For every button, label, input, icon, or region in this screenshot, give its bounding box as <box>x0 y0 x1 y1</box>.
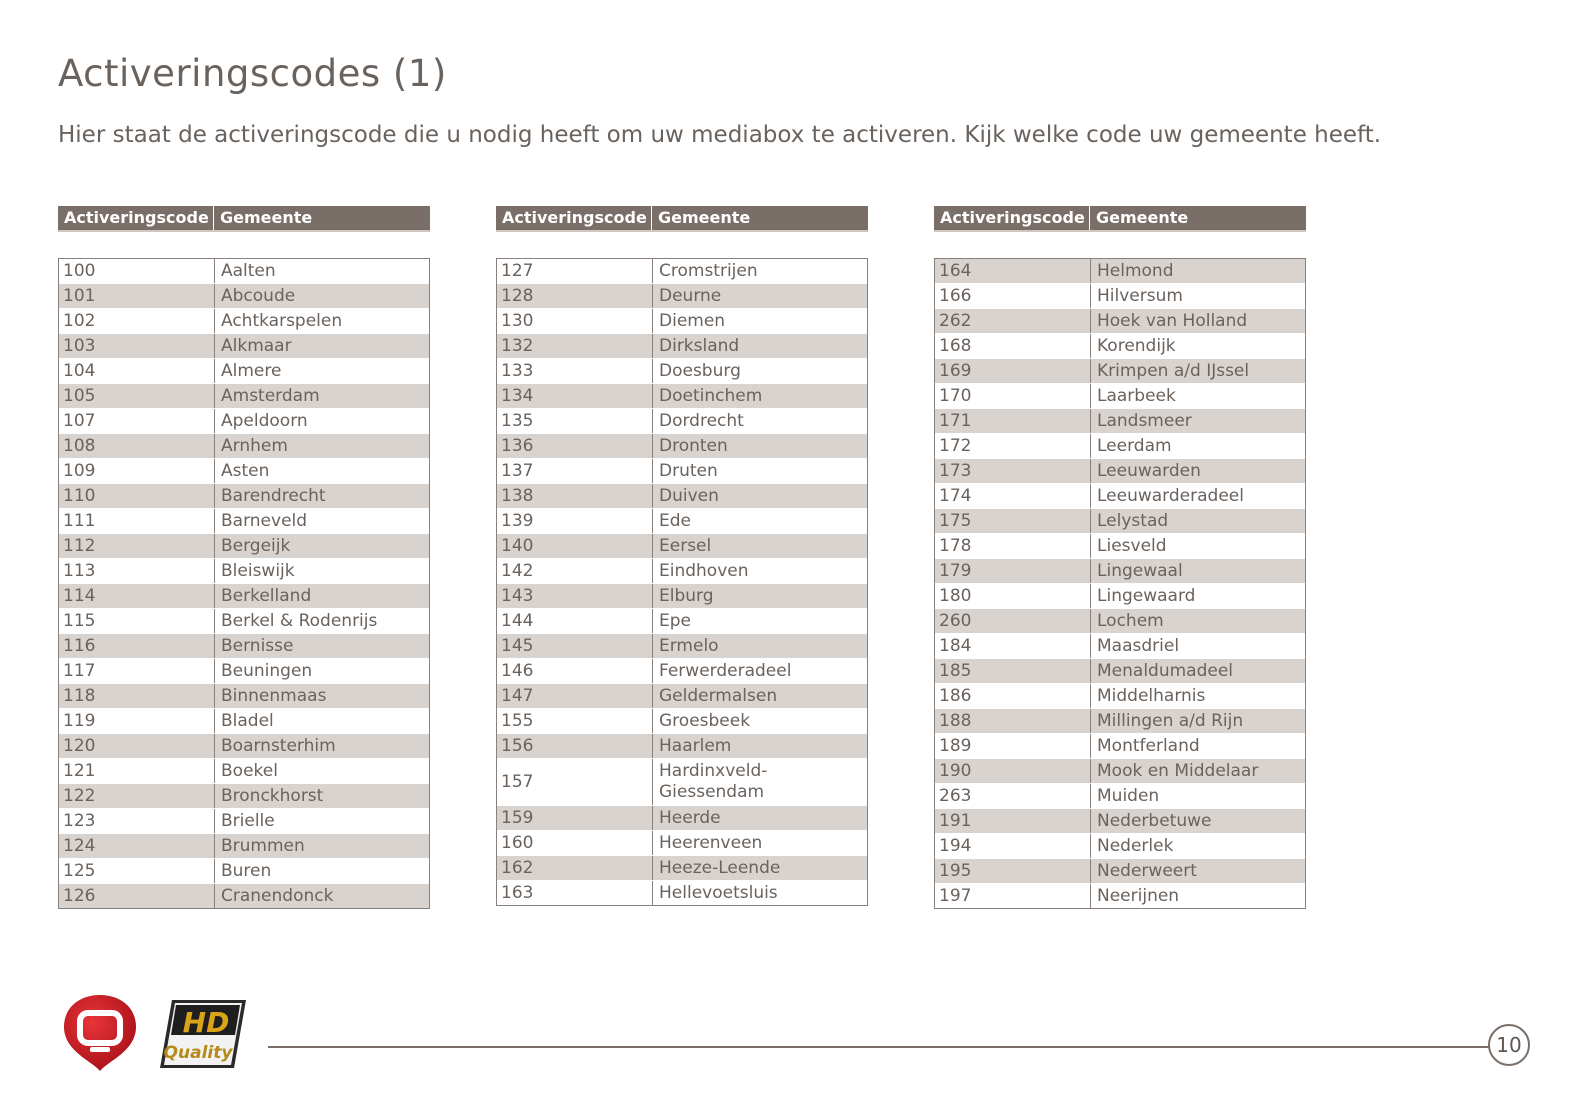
activation-code: 105 <box>59 384 215 408</box>
municipality-name: Boarnsterhim <box>221 736 336 756</box>
municipality-name: Nederweert <box>1097 861 1197 881</box>
activation-code: 179 <box>935 559 1091 583</box>
municipality-name: Druten <box>659 461 718 481</box>
municipality-name: Hilversum <box>1097 286 1183 306</box>
municipality-name: Diemen <box>659 311 726 331</box>
table-row <box>497 309 867 334</box>
header-name: Gemeente <box>658 208 751 227</box>
table-row <box>59 684 429 709</box>
header-code: Activeringscode <box>58 206 214 230</box>
municipality-name: Deurne <box>659 286 722 306</box>
activation-code: 107 <box>59 409 215 433</box>
municipality-name: Ermelo <box>659 636 719 656</box>
municipality-name: Helmond <box>1097 261 1174 281</box>
table-row <box>497 434 867 459</box>
municipality-name: Bronckhorst <box>221 786 324 806</box>
table-row <box>935 509 1305 534</box>
table-row <box>59 309 429 334</box>
table-row <box>935 834 1305 859</box>
table-body <box>58 258 430 909</box>
municipality-name: Apeldoorn <box>221 411 308 431</box>
header-name: Gemeente <box>1096 208 1189 227</box>
municipality-name: Dronten <box>659 436 728 456</box>
table-row <box>497 259 867 284</box>
table-row <box>935 409 1305 434</box>
municipality-name: Ede <box>659 511 691 531</box>
table-row <box>935 784 1305 809</box>
activation-code: 136 <box>497 434 653 458</box>
municipality-name: Lelystad <box>1097 511 1169 531</box>
activation-code: 160 <box>497 831 653 855</box>
table-row <box>497 359 867 384</box>
municipality-name: Bleiswijk <box>221 561 295 581</box>
table-row <box>497 284 867 309</box>
table-row <box>59 859 429 884</box>
activation-code: 132 <box>497 334 653 358</box>
page-title: Activeringscodes (1) <box>58 52 447 95</box>
table-row <box>497 384 867 409</box>
header-code: Activeringscode <box>934 206 1090 230</box>
municipality-name: Geldermalsen <box>659 686 778 706</box>
municipality-name: Almere <box>221 361 282 381</box>
activation-code: 194 <box>935 834 1091 858</box>
municipality-name: Lingewaard <box>1097 586 1196 606</box>
table-row <box>935 684 1305 709</box>
activation-code: 115 <box>59 609 215 633</box>
table-row <box>59 509 429 534</box>
municipality-name: Haarlem <box>659 736 732 756</box>
activation-code: 120 <box>59 734 215 758</box>
municipality-name: Landsmeer <box>1097 411 1192 431</box>
activation-code: 108 <box>59 434 215 458</box>
municipality-name: Bergeijk <box>221 536 291 556</box>
municipality-name: Brummen <box>221 836 305 856</box>
activation-code: 125 <box>59 859 215 883</box>
table-row <box>935 759 1305 784</box>
activation-code: 103 <box>59 334 215 358</box>
table-row <box>935 559 1305 584</box>
activation-code: 144 <box>497 609 653 633</box>
municipality-name: Abcoude <box>221 286 296 306</box>
municipality-name: Alkmaar <box>221 336 292 356</box>
activation-code: 163 <box>497 881 653 905</box>
municipality-name: Heerenveen <box>659 833 763 853</box>
activation-code: 146 <box>497 659 653 683</box>
table-row <box>59 434 429 459</box>
quality-text: Quality <box>163 1043 233 1063</box>
table-row <box>59 809 429 834</box>
municipality-name: Lochem <box>1097 611 1164 631</box>
activation-code: 180 <box>935 584 1091 608</box>
table-row <box>935 884 1305 908</box>
municipality-name-line2: Giessendam <box>659 782 765 802</box>
activation-code: 188 <box>935 709 1091 733</box>
table-row <box>59 259 429 284</box>
municipality-name: Eindhoven <box>659 561 749 581</box>
table-row <box>497 559 867 584</box>
tv-icon <box>60 993 140 1073</box>
table-row <box>935 259 1305 284</box>
table-row <box>935 359 1305 384</box>
table-row <box>497 584 867 609</box>
municipality-name <box>653 759 867 805</box>
table-row <box>59 609 429 634</box>
municipality-name: Lingewaal <box>1097 561 1183 581</box>
activation-code: 197 <box>935 884 1091 908</box>
activation-code: 169 <box>935 359 1091 383</box>
table-row <box>497 459 867 484</box>
activation-code: 100 <box>59 259 215 283</box>
municipality-name: Buren <box>221 861 272 881</box>
table-row <box>497 831 867 856</box>
table-row <box>935 434 1305 459</box>
municipality-name: Middelharnis <box>1097 686 1206 706</box>
activation-code: 121 <box>59 759 215 783</box>
activation-code: 185 <box>935 659 1091 683</box>
table-row <box>59 759 429 784</box>
municipality-name: Doetinchem <box>659 386 763 406</box>
municipality-name: Krimpen a/d IJssel <box>1097 361 1250 381</box>
municipality-name: Asten <box>221 461 270 481</box>
activation-code: 128 <box>497 284 653 308</box>
table-header <box>58 206 430 232</box>
activation-code: 157 <box>497 759 653 805</box>
table-row <box>497 806 867 831</box>
table-row <box>59 384 429 409</box>
activation-code: 137 <box>497 459 653 483</box>
activation-code: 172 <box>935 434 1091 458</box>
municipality-name: Dordrecht <box>659 411 744 431</box>
municipality-name: Barneveld <box>221 511 308 531</box>
table-row <box>497 759 867 806</box>
table-row <box>59 484 429 509</box>
municipality-name: Groesbeek <box>659 711 751 731</box>
activation-code: 147 <box>497 684 653 708</box>
table-row <box>497 609 867 634</box>
municipality-name: Heeze-Leende <box>659 858 781 878</box>
activation-code: 110 <box>59 484 215 508</box>
municipality-name: Hellevoetsluis <box>659 883 778 903</box>
activation-code: 159 <box>497 806 653 830</box>
activation-code: 155 <box>497 709 653 733</box>
activation-code: 122 <box>59 784 215 808</box>
table-row <box>935 284 1305 309</box>
municipality-name: Liesveld <box>1097 536 1167 556</box>
municipality-name: Boekel <box>221 761 278 781</box>
table-row <box>935 484 1305 509</box>
table-row <box>497 484 867 509</box>
table-row <box>59 834 429 859</box>
table-row <box>59 634 429 659</box>
municipality-name: Korendijk <box>1097 336 1176 356</box>
municipality-name: Brielle <box>221 811 275 831</box>
table-row <box>59 459 429 484</box>
table-row <box>59 409 429 434</box>
activation-code: 189 <box>935 734 1091 758</box>
table-row <box>497 659 867 684</box>
activation-code: 145 <box>497 634 653 658</box>
table-row <box>935 384 1305 409</box>
activation-code: 126 <box>59 884 215 908</box>
municipality-name: Dirksland <box>659 336 740 356</box>
municipality-name: Menaldumadeel <box>1097 661 1234 681</box>
municipality-name: Leerdam <box>1097 436 1172 456</box>
municipality-name: Muiden <box>1097 786 1160 806</box>
activation-code: 119 <box>59 709 215 733</box>
activation-code: 118 <box>59 684 215 708</box>
municipality-name: Mook en Middelaar <box>1097 761 1259 781</box>
municipality-name: Berkelland <box>221 586 312 606</box>
table-row <box>59 709 429 734</box>
activation-code: 130 <box>497 309 653 333</box>
municipality-name: Hoek van Holland <box>1097 311 1248 331</box>
table-row <box>497 709 867 734</box>
municipality-name: Achtkarspelen <box>221 311 343 331</box>
activation-code: 138 <box>497 484 653 508</box>
activation-code: 164 <box>935 259 1091 283</box>
table-row <box>497 881 867 905</box>
activation-code: 184 <box>935 634 1091 658</box>
table-row <box>497 634 867 659</box>
activation-code: 175 <box>935 509 1091 533</box>
activation-code: 104 <box>59 359 215 383</box>
municipality-name: Maasdriel <box>1097 636 1180 656</box>
activation-code: 112 <box>59 534 215 558</box>
table-row <box>59 734 429 759</box>
table-row <box>59 534 429 559</box>
activation-code: 195 <box>935 859 1091 883</box>
footer-divider <box>268 1046 1490 1048</box>
code-table-2 <box>496 206 868 906</box>
municipality-name: Bladel <box>221 711 274 731</box>
header-name: Gemeente <box>220 208 313 227</box>
table-row <box>935 334 1305 359</box>
table-row <box>59 284 429 309</box>
activation-code: 143 <box>497 584 653 608</box>
table-row <box>497 734 867 759</box>
table-row <box>59 334 429 359</box>
municipality-name: Leeuwarden <box>1097 461 1201 481</box>
table-row <box>497 409 867 434</box>
municipality-name: Beuningen <box>221 661 313 681</box>
table-body <box>496 258 868 906</box>
table-row <box>935 459 1305 484</box>
table-header <box>934 206 1306 232</box>
page-number: 10 <box>1488 1024 1530 1066</box>
table-row <box>497 334 867 359</box>
activation-code: 263 <box>935 784 1091 808</box>
table-row <box>497 509 867 534</box>
activation-code: 162 <box>497 856 653 880</box>
activation-code: 170 <box>935 384 1091 408</box>
municipality-name: Cromstrijen <box>659 261 758 281</box>
header-code: Activeringscode <box>496 206 652 230</box>
table-row <box>935 309 1305 334</box>
table-row <box>935 584 1305 609</box>
activation-code: 124 <box>59 834 215 858</box>
activation-code: 116 <box>59 634 215 658</box>
activation-code: 174 <box>935 484 1091 508</box>
activation-code: 178 <box>935 534 1091 558</box>
table-row <box>59 884 429 908</box>
municipality-name: Binnenmaas <box>221 686 327 706</box>
activation-code: 101 <box>59 284 215 308</box>
activation-code: 113 <box>59 559 215 583</box>
activation-code: 111 <box>59 509 215 533</box>
table-row <box>497 856 867 881</box>
activation-code: 102 <box>59 309 215 333</box>
table-row <box>497 534 867 559</box>
activation-code: 140 <box>497 534 653 558</box>
municipality-name: Cranendonck <box>221 886 334 906</box>
municipality-name: Neerijnen <box>1097 886 1180 906</box>
municipality-name: Heerde <box>659 808 721 828</box>
activation-code: 260 <box>935 609 1091 633</box>
activation-code: 109 <box>59 459 215 483</box>
municipality-name: Epe <box>659 611 691 631</box>
table-row <box>59 659 429 684</box>
activation-code: 142 <box>497 559 653 583</box>
table-row <box>935 634 1305 659</box>
municipality-name: Doesburg <box>659 361 741 381</box>
municipality-name: Nederlek <box>1097 836 1174 856</box>
table-header <box>496 206 868 232</box>
municipality-name: Leeuwarderadeel <box>1097 486 1244 506</box>
hd-quality-logo <box>158 998 248 1070</box>
page-subtitle: Hier staat de activeringscode die u nodig heeft om uw mediabox te activeren. Kijk welke code uw gemeente heeft. <box>58 122 1382 148</box>
municipality-name: Amsterdam <box>221 386 320 406</box>
table-body <box>934 258 1306 909</box>
municipality-name: Montferland <box>1097 736 1200 756</box>
table-row <box>935 659 1305 684</box>
activation-code: 134 <box>497 384 653 408</box>
table-row <box>935 809 1305 834</box>
table-row <box>935 734 1305 759</box>
municipality-name: Bernisse <box>221 636 294 656</box>
municipality-name: Barendrecht <box>221 486 326 506</box>
activation-code: 127 <box>497 259 653 283</box>
municipality-name: Duiven <box>659 486 719 506</box>
table-row <box>935 709 1305 734</box>
municipality-name: Millingen a/d Rijn <box>1097 711 1244 731</box>
municipality-name: Eersel <box>659 536 712 556</box>
activation-code: 190 <box>935 759 1091 783</box>
table-row <box>59 584 429 609</box>
activation-code: 191 <box>935 809 1091 833</box>
hd-text: HD <box>182 1006 230 1039</box>
table-row <box>59 784 429 809</box>
municipality-name: Elburg <box>659 586 714 606</box>
activation-code: 166 <box>935 284 1091 308</box>
table-row <box>935 534 1305 559</box>
activation-code: 186 <box>935 684 1091 708</box>
activation-code: 262 <box>935 309 1091 333</box>
table-row <box>59 359 429 384</box>
activation-code: 139 <box>497 509 653 533</box>
municipality-name: Laarbeek <box>1097 386 1176 406</box>
municipality-name: Ferwerderadeel <box>659 661 792 681</box>
activation-code: 123 <box>59 809 215 833</box>
activation-code: 171 <box>935 409 1091 433</box>
activation-code: 114 <box>59 584 215 608</box>
table-row <box>497 684 867 709</box>
code-table-1 <box>58 206 430 909</box>
municipality-name: Arnhem <box>221 436 288 456</box>
activation-code: 135 <box>497 409 653 433</box>
table-row <box>935 609 1305 634</box>
activation-code: 168 <box>935 334 1091 358</box>
activation-code: 133 <box>497 359 653 383</box>
activation-code: 117 <box>59 659 215 683</box>
activation-code: 173 <box>935 459 1091 483</box>
table-row <box>935 859 1305 884</box>
municipality-name: Aalten <box>221 261 276 281</box>
code-table-3 <box>934 206 1306 909</box>
municipality-name: Berkel & Rodenrijs <box>221 611 378 631</box>
table-row <box>59 559 429 584</box>
municipality-name-line1: Hardinxveld- <box>659 761 768 781</box>
activation-code: 156 <box>497 734 653 758</box>
municipality-name: Nederbetuwe <box>1097 811 1212 831</box>
